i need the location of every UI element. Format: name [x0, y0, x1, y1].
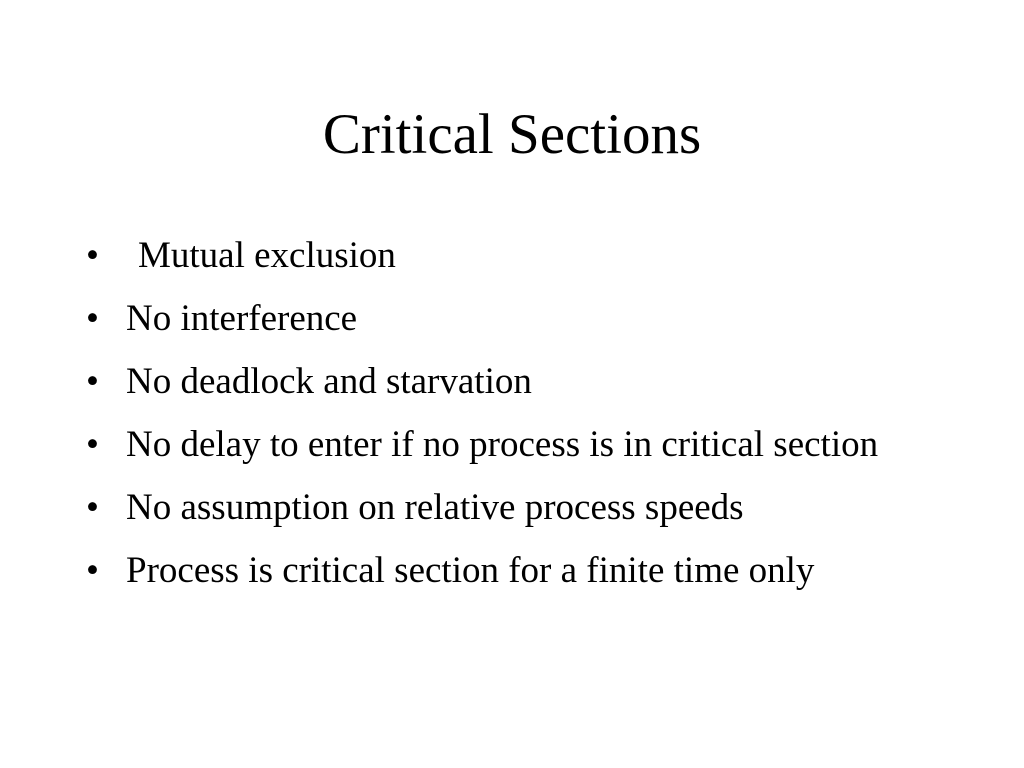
bullet-icon: •: [86, 550, 99, 591]
bullet-icon: •: [86, 298, 99, 339]
bullet-text: No assumption on relative process speeds: [126, 487, 744, 528]
bullet-text: Mutual exclusion: [138, 235, 396, 276]
bullet-item-finite-time: [86, 545, 946, 596]
bullet-icon: •: [86, 487, 99, 528]
bullet-text: No interference: [126, 298, 358, 339]
bullet-icon: •: [86, 235, 99, 276]
bullet-item-no-interference: [86, 293, 946, 344]
bullet-icon: •: [86, 424, 99, 465]
bullet-text: No delay to enter if no process is in critical section: [126, 424, 879, 465]
bullet-item-no-assumption: [86, 482, 946, 533]
bullet-item-no-deadlock: [86, 356, 946, 407]
bullet-text: Process is critical section for a finite time only: [126, 550, 815, 591]
bullet-item-mutual-exclusion: [86, 230, 946, 281]
bullet-item-no-delay: [86, 419, 946, 470]
bullet-list: [86, 230, 946, 608]
bullet-text: No deadlock and starvation: [126, 361, 532, 402]
bullet-icon: •: [86, 361, 99, 402]
slide-title: Critical Sections: [322, 103, 702, 166]
